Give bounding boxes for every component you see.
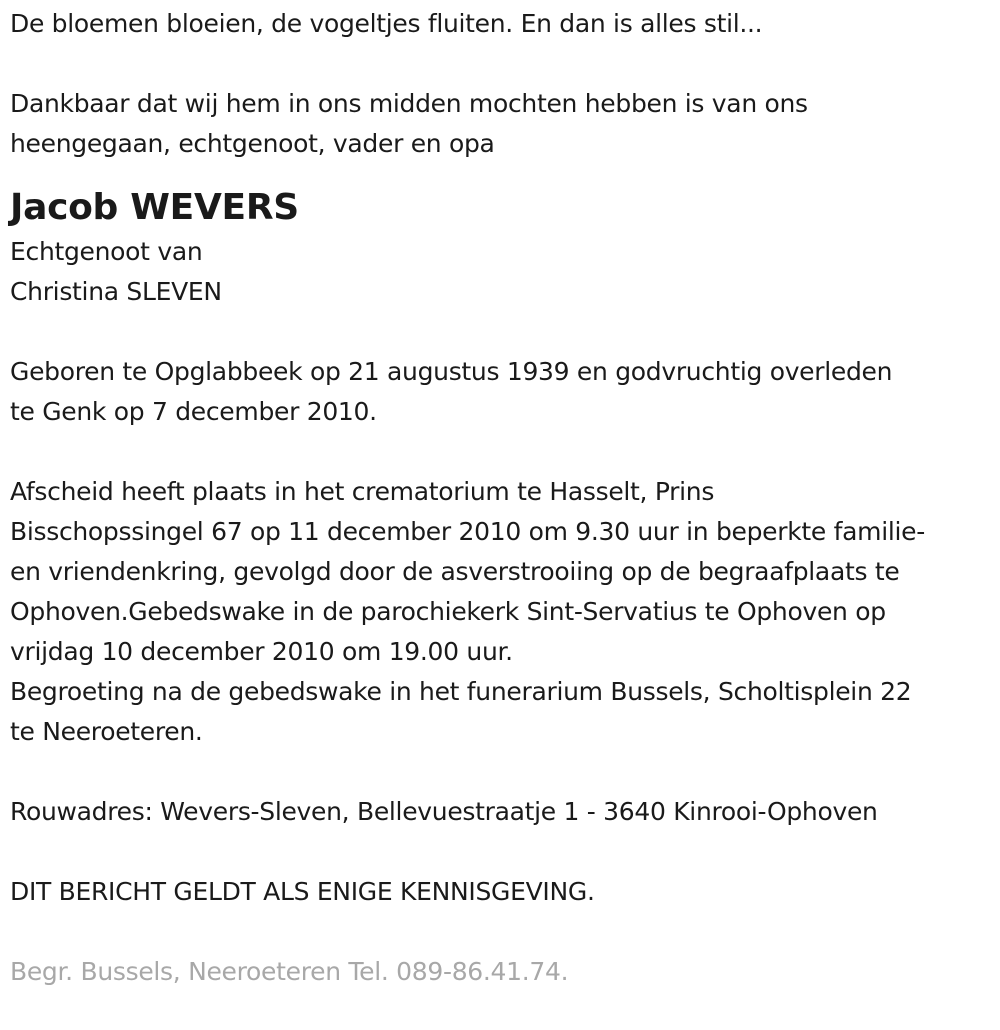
ceremony-line: Ophoven.Gebedswake in de parochiekerk Sint-Servatius te Ophoven op bbox=[10, 597, 886, 626]
deceased-name: Jacob WEVERS bbox=[10, 187, 299, 228]
spouse-line: Echtgenoot van bbox=[10, 237, 203, 266]
ceremony-line: en vriendenkring, gevolgd door de asverstrooiing op de begraafplaats te bbox=[10, 557, 900, 586]
intro-text: De bloemen bloeien, de vogeltjes fluiten. En dan is alles stil... bbox=[10, 9, 763, 38]
ceremony-section bbox=[10, 472, 990, 752]
announcement-line: heengegaan, echtgenoot, vader en opa bbox=[10, 129, 495, 158]
announcement-line: Dankbaar dat wij hem in ons midden mochten hebben is van ons bbox=[10, 89, 808, 118]
footer-section bbox=[10, 952, 990, 992]
notice-section bbox=[10, 872, 990, 912]
announcement-section bbox=[10, 84, 990, 164]
name-section bbox=[10, 180, 990, 232]
ceremony-line: Afscheid heeft plaats in het crematorium te Hasselt, Prins bbox=[10, 477, 715, 506]
mourning-address: Rouwadres: Wevers-Sleven, Bellevuestraatje 1 - 3640 Kinrooi-Ophoven bbox=[10, 797, 878, 826]
funeral-home-footer: Begr. Bussels, Neeroeteren Tel. 089-86.41.74. bbox=[10, 957, 569, 986]
intro-section bbox=[10, 4, 990, 44]
ceremony-line: Begroeting na de gebedswake in het funerarium Bussels, Scholtisplein 22 bbox=[10, 677, 912, 706]
birth-death-line: Geboren te Opglabbeek op 21 augustus 1939 en godvruchtig overleden bbox=[10, 357, 893, 386]
notice-text: DIT BERICHT GELDT ALS ENIGE KENNISGEVING. bbox=[10, 877, 595, 906]
ceremony-line: Bisschopssingel 67 op 11 december 2010 om 9.30 uur in beperkte familie- bbox=[10, 517, 925, 546]
birth-death-line: te Genk op 7 december 2010. bbox=[10, 397, 377, 426]
address-section bbox=[10, 792, 990, 832]
spouse-name: Christina SLEVEN bbox=[10, 277, 222, 306]
ceremony-line: te Neeroeteren. bbox=[10, 717, 203, 746]
spouse-section bbox=[10, 232, 990, 312]
ceremony-line: vrijdag 10 december 2010 om 19.00 uur. bbox=[10, 637, 513, 666]
birth-death-section bbox=[10, 352, 990, 432]
